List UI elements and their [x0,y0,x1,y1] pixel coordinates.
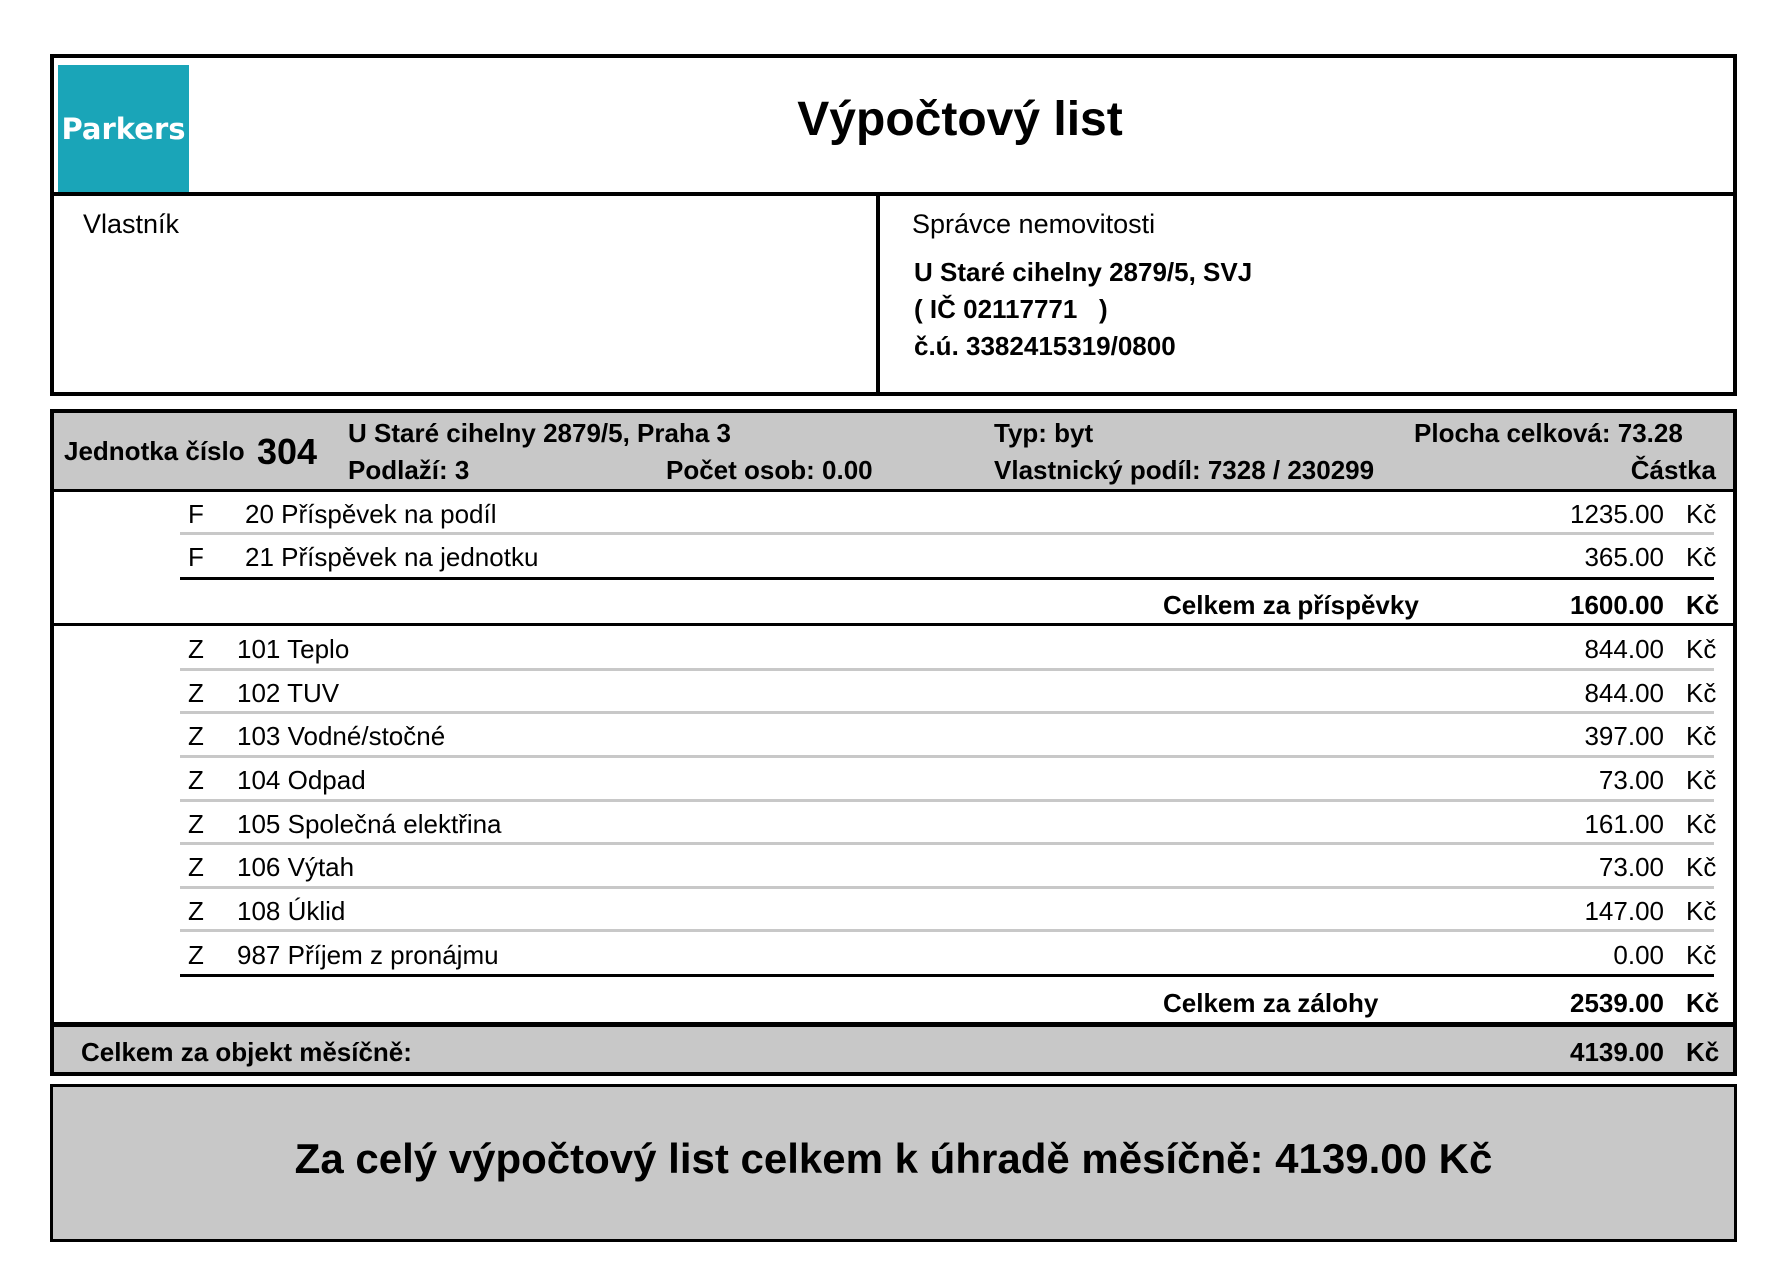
list-item-amount: 1235.00 [1570,499,1664,529]
contributions-total-amount: 1600.00 [1570,590,1664,620]
list-item-label: 101 Teplo [237,634,350,664]
logo-text: Parkers [61,111,186,146]
list-item-label: 104 Odpad [237,765,366,795]
row-separator [180,886,1714,889]
row-separator [180,668,1714,671]
contributions-total-label: Celkem za příspěvky [1163,590,1419,620]
parkers-logo [58,65,189,192]
row-separator [180,532,1714,535]
list-item-currency: Kč [1686,678,1717,708]
list-item-amount: 161.00 [1584,809,1664,839]
amount-header: Částka [1630,455,1716,485]
list-item-label: 105 Společná elektřina [237,809,502,839]
advances-total-amount: 2539.00 [1570,988,1664,1018]
list-item-label: 21 Příspěvek na jednotku [245,542,539,572]
list-item-code: Z [188,940,204,970]
unit-header-bottom-line [50,489,1737,492]
list-item-code: Z [188,852,204,882]
list-item-amount: 147.00 [1584,896,1664,926]
object-total-label: Celkem za objekt měsíčně: [81,1037,412,1067]
unit-floor: Podlaží: 3 [348,455,470,485]
parties-divider [876,192,880,396]
list-item-amount: 397.00 [1584,721,1664,751]
owner-label: Vlastník [83,209,180,239]
list-item-amount: 73.00 [1598,852,1664,882]
row-separator [180,842,1714,845]
list-item-code: Z [188,896,204,926]
list-item-code: Z [188,721,204,751]
list-item-label: 103 Vodné/stočné [237,721,446,751]
unit-area: Plocha celková: 73.28 [1414,418,1683,448]
row-separator [180,711,1714,714]
row-separator [180,755,1714,758]
subtotal-line [180,577,1714,580]
list-item-code: F [188,542,204,572]
grand-total-text: Za celý výpočtový list celkem k úhradě měsíčně: 4139.00 Kč [294,1135,1493,1182]
row-separator [180,929,1714,932]
list-item-currency: Kč [1686,940,1717,970]
list-item-code: F [188,499,204,529]
list-item-label: 20 Příspěvek na podíl [245,499,497,529]
subtotal-line [180,974,1714,977]
manager-label: Správce nemovitosti [912,209,1156,239]
row-separator [180,799,1714,802]
list-item-amount: 73.00 [1598,765,1664,795]
list-item-code: Z [188,765,204,795]
list-item-code: Z [188,809,204,839]
list-item-currency: Kč [1686,634,1717,664]
list-item-currency: Kč [1686,765,1717,795]
manager-account: č.ú. 3382415319/0800 [914,331,1176,361]
unit-label: Jednotka číslo [64,436,245,466]
manager-ic: ( IČ 02117771 ) [914,294,1108,324]
list-item-currency: Kč [1686,852,1717,882]
list-item-code: Z [188,678,204,708]
list-item-amount: 844.00 [1584,634,1664,664]
object-total-currency: Kč [1686,1037,1720,1067]
list-item-currency: Kč [1686,721,1717,751]
list-item-label: 987 Příjem z pronájmu [237,940,499,970]
list-item-currency: Kč [1686,542,1717,572]
unit-persons: Počet osob: 0.00 [666,455,873,485]
section-divider [50,623,1737,626]
list-item-amount: 365.00 [1584,542,1664,572]
unit-type: Typ: byt [994,418,1094,448]
advances-total-label: Celkem za zálohy [1163,988,1379,1018]
unit-address: U Staré cihelny 2879/5, Praha 3 [348,418,731,448]
list-item-amount: 0.00 [1613,940,1664,970]
advances-total-currency: Kč [1686,988,1720,1018]
unit-number: 304 [257,431,318,472]
list-item-currency: Kč [1686,809,1717,839]
list-item-label: 106 Výtah [237,852,355,882]
list-item-amount: 844.00 [1584,678,1664,708]
page-title: Výpočtový list [797,93,1123,146]
parties-box [50,192,1737,396]
list-item-currency: Kč [1686,896,1717,926]
list-item-label: 108 Úklid [237,896,346,926]
list-item-code: Z [188,634,204,664]
unit-share: Vlastnický podíl: 7328 / 230299 [994,455,1375,485]
list-item-currency: Kč [1686,499,1717,529]
manager-name: U Staré cihelny 2879/5, SVJ [914,257,1253,287]
object-total-amount: 4139.00 [1570,1037,1664,1067]
list-item-label: 102 TUV [237,678,340,708]
contributions-total-currency: Kč [1686,590,1720,620]
